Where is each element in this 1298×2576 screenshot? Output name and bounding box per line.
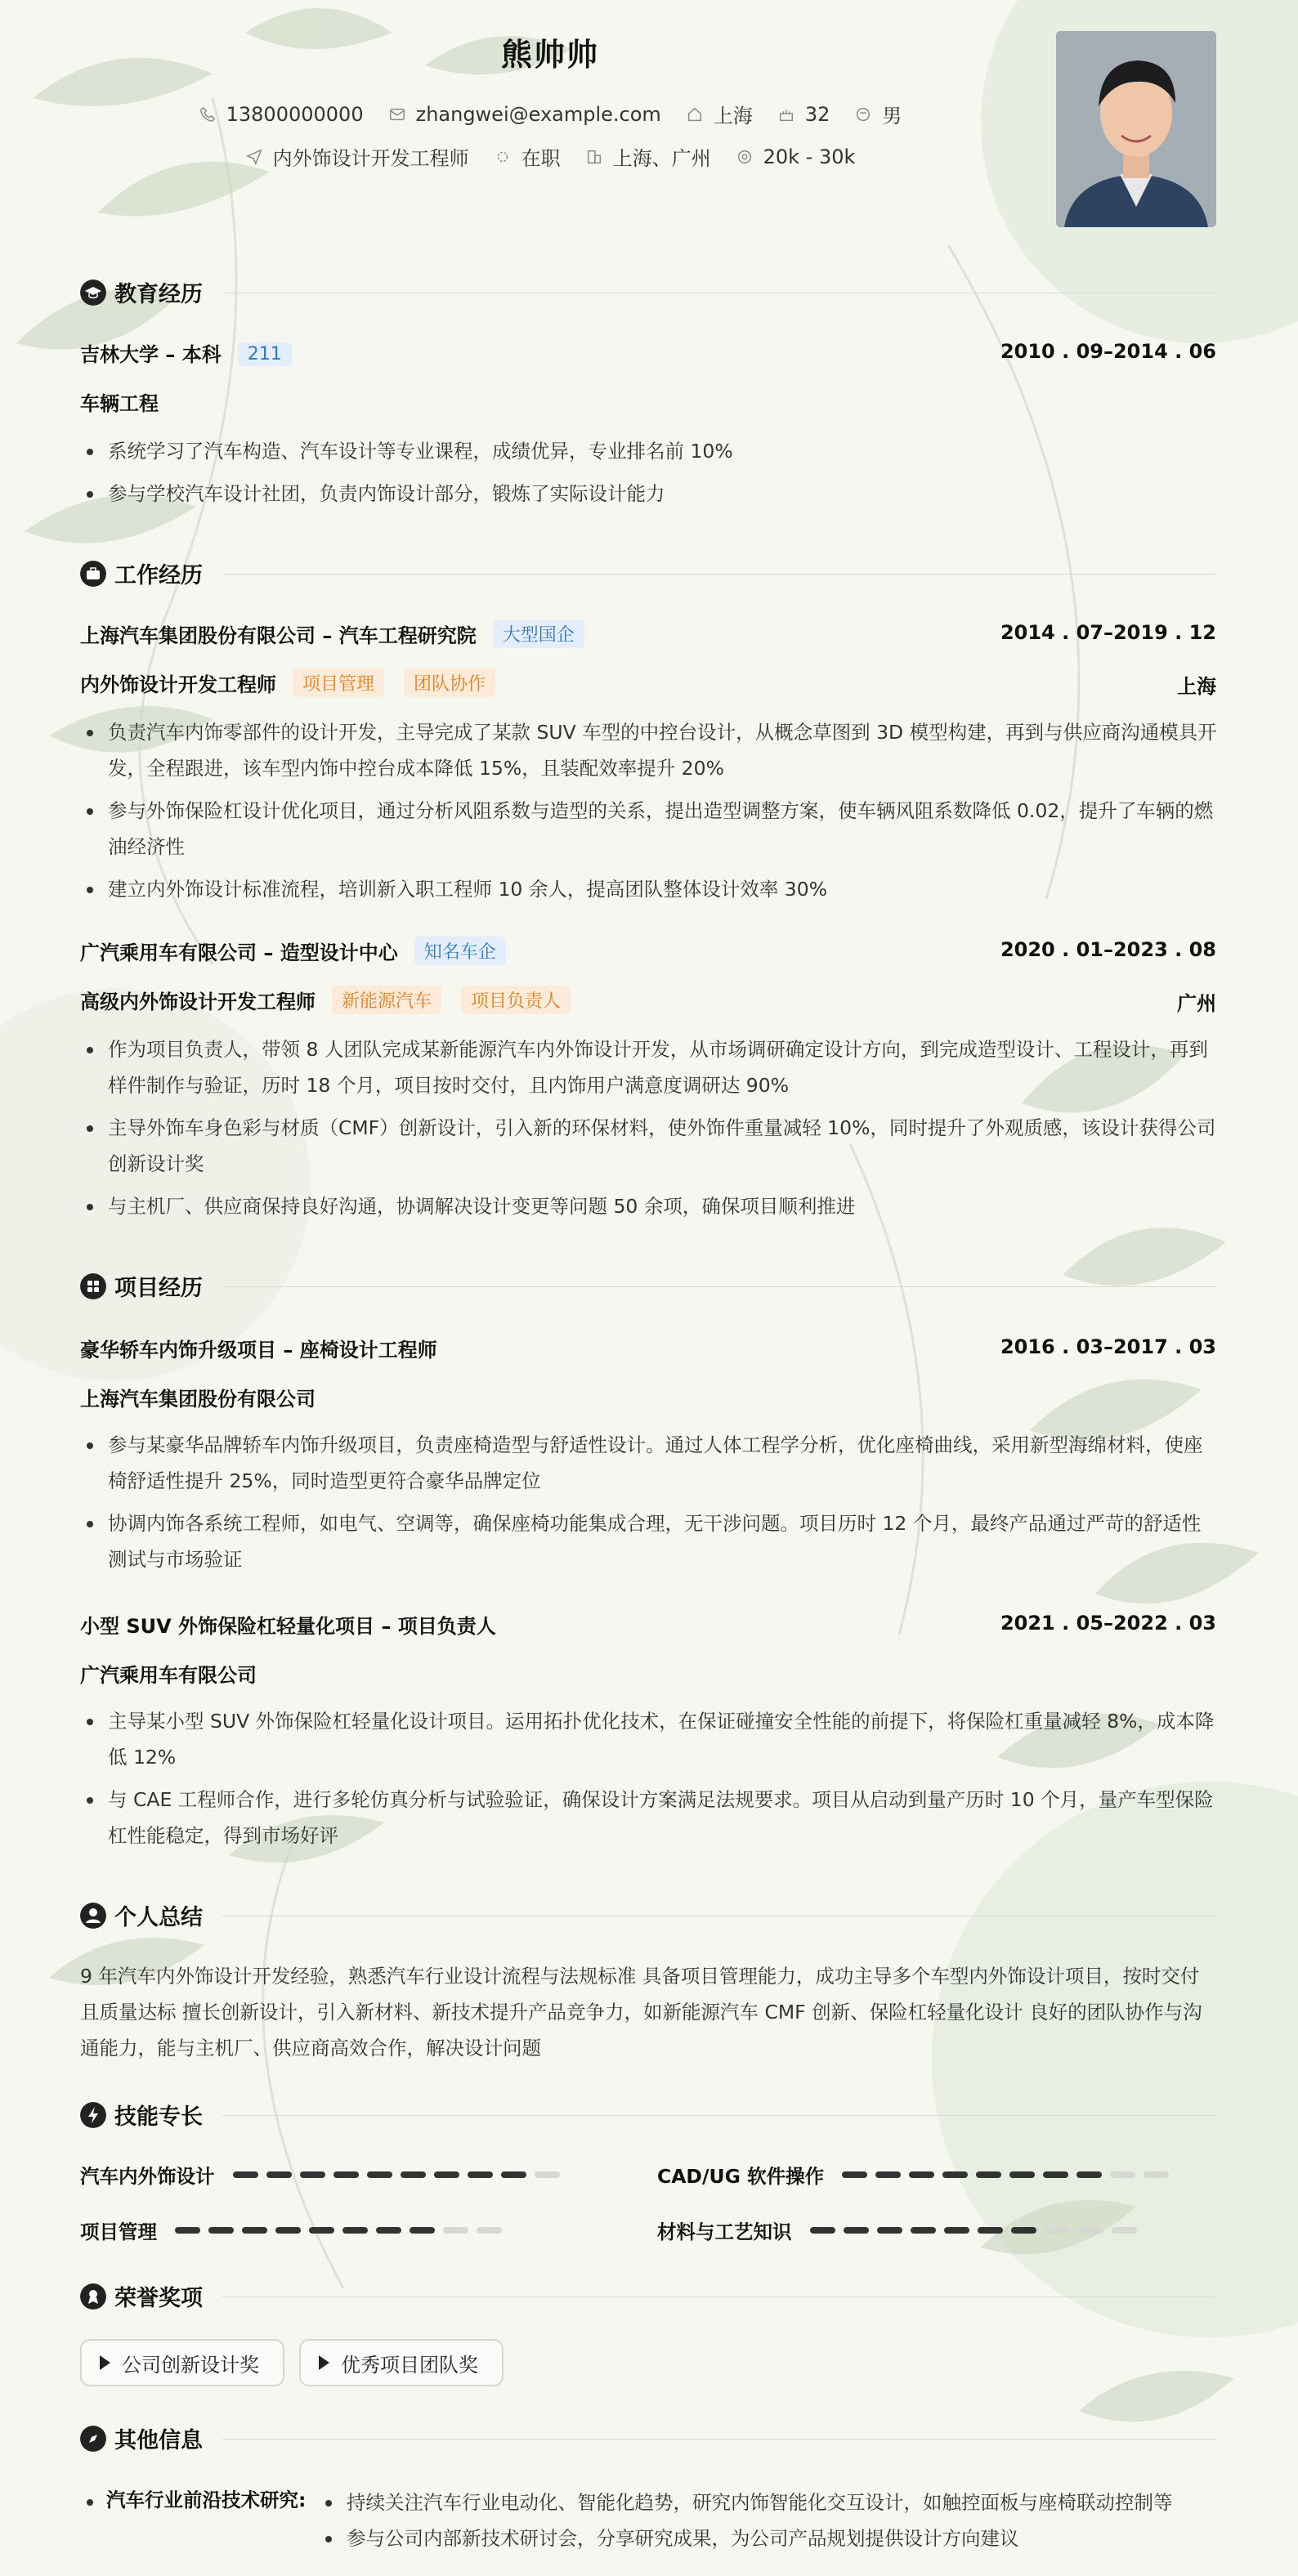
grid-icon [80, 1273, 106, 1299]
section-awards [80, 2279, 1216, 2311]
list-item: 作为项目负责人，带领 8 人团队完成某新能源汽车内外饰设计开发，从市场调研确定设计方向，到完成造型设计、工程设计，再到样件制作与验证，历时 18 个月，项目按时交付，且内饰用户满意度调研达 90% [80, 1031, 1218, 1103]
status-icon [494, 148, 512, 166]
skill-segment-empty [477, 2227, 502, 2234]
section-projects [80, 1268, 1216, 1301]
project-bullets [80, 1703, 1218, 1860]
skill-segment-filled [434, 2171, 459, 2178]
list-item: 负责汽车内饰零部件的设计开发，主导完成了某款 SUV 车型的中控台设计，从概念草图到 3D 模型构建，再到与供应商沟通模具开发，全程跟进，该车型内饰中控台成本降低 15%，且装配效率提升 20% [80, 714, 1218, 786]
skill-segment-filled [1009, 2171, 1035, 2178]
skill-name: 材料与工艺知识 [657, 2220, 792, 2243]
skill-segment-empty [1045, 2227, 1070, 2234]
section-title: 教育经历 [114, 282, 203, 307]
age-value: 32 [804, 102, 830, 126]
skill-segment-filled [342, 2227, 368, 2234]
skill-level-bar [233, 2171, 560, 2178]
job-value: 内外饰设计开发工程师 [272, 147, 469, 170]
skill-segment-filled [810, 2227, 835, 2234]
section-divider [222, 1286, 1216, 1287]
list-item: 与主机厂、供应商保持良好沟通，协调解决设计变更等问题 50 余项，确保项目顺利推进 [80, 1188, 1218, 1224]
project-date: 2021 . 05–2022 . 03 [1000, 1612, 1216, 1635]
award-label: 公司创新设计奖 [122, 2353, 259, 2377]
briefcase-icon [80, 561, 106, 587]
skill-segment-filled [333, 2171, 359, 2178]
play-icon [100, 2355, 110, 2370]
skill-segment-filled [842, 2171, 867, 2178]
section-title: 技能专长 [114, 2104, 203, 2130]
skill-segment-filled [300, 2171, 325, 2178]
skill-name: CAD/UG 软件操作 [657, 2165, 825, 2188]
gender-item [854, 100, 902, 128]
summary-text: 9 年汽车内外饰设计开发经验，熟悉汽车行业设计流程与法规标准 具备项目管理能力，成功主导多个车型内外饰设计项目，按时交付且质量达标 擅长创新设计，引入新材料、新技术提升产品竞争力，如新能源汽车 CMF 创新、保险杠轻量化设计 良好的团队协作与沟通能力，能与主机厂、供应商高效合作，解决设计问题 [80, 1965, 1202, 2059]
section-divider [222, 574, 1216, 575]
skill-segment-filled [376, 2227, 401, 2234]
company-tag: 知名车企 [414, 937, 506, 965]
skill-segment-filled [242, 2227, 267, 2234]
list-item: 主导某小型 SUV 外饰保险杠轻量化设计项目。运用拓扑优化技术，在保证碰撞安全性能的前提下，将保险杠重量减轻 8%，成本降低 12% [80, 1703, 1218, 1775]
education-date: 2010 . 09–2014 . 06 [1000, 340, 1216, 363]
skill-segment-empty [535, 2171, 560, 2178]
skill-segment-filled [309, 2227, 334, 2234]
list-item: 参与学校汽车设计社团，负责内饰设计部分，锻炼了实际设计能力 [80, 476, 1218, 512]
section-skills [80, 2097, 1216, 2130]
skill-segment-filled [1076, 2171, 1102, 2178]
list-item: 主导外饰车身色彩与材质（CMF）创新设计，引入新的环保材料，使外饰件重量减轻 10%，同时提升了外观质感，该设计获得公司创新设计奖 [80, 1110, 1218, 1182]
skill-segment-filled [942, 2171, 968, 2178]
skill-segment-filled [367, 2171, 392, 2178]
school-tag: 211 [238, 342, 292, 366]
award-label: 优秀项目团队奖 [341, 2353, 478, 2377]
send-icon [245, 148, 263, 166]
gender-value: 男 [882, 105, 902, 127]
section-title: 其他信息 [114, 2428, 203, 2453]
skill-segment-filled [1043, 2171, 1068, 2178]
school-name: 吉林大学 – 本科 [80, 343, 222, 366]
skill-segment-filled [410, 2227, 435, 2234]
company-tag: 大型国企 [493, 619, 584, 648]
list-item: 建立内外饰设计标准流程，培训新入职工程师 10 余人，提高团队整体设计效率 30% [80, 871, 1218, 907]
project-date: 2016 . 03–2017 . 03 [1000, 1335, 1216, 1358]
target-city-value: 上海、广州 [612, 147, 711, 170]
skill-segment-empty [1110, 2171, 1135, 2178]
lightning-icon [80, 2102, 106, 2128]
skill-segment-filled [233, 2171, 258, 2178]
other-bullets [319, 2484, 1218, 2556]
salary-item [736, 145, 856, 168]
section-divider [222, 2439, 1216, 2440]
project-name: 小型 SUV 外饰保险杠轻量化项目 – 项目负责人 [80, 1615, 496, 1638]
work-role [80, 669, 495, 697]
work-location: 广州 [1177, 992, 1216, 1015]
award-badge[interactable] [80, 2339, 284, 2386]
skill-segment-filled [266, 2171, 292, 2178]
gender-icon [854, 105, 872, 123]
list-item: 参与外饰保险杠设计优化项目，通过分析风阻系数与造型的关系，提出造型调整方案，使车辆风阻系数降低 0.02，提升了车辆的燃油经济性 [80, 793, 1218, 865]
skill-segment-filled [175, 2227, 200, 2234]
bullet-dot [87, 2499, 93, 2506]
compass-icon [80, 2426, 106, 2452]
skill-segment-filled [844, 2227, 869, 2234]
education-major: 车辆工程 [80, 392, 159, 415]
work-company [80, 937, 506, 965]
role-name: 内外饰设计开发工程师 [80, 673, 276, 696]
age-icon [777, 105, 795, 123]
skill-segment-filled [976, 2171, 1001, 2178]
company-name: 广汽乘用车有限公司 – 造型设计中心 [80, 941, 398, 964]
list-item: 系统学习了汽车构造、汽车设计等专业课程，成绩优异，专业排名前 10% [80, 433, 1218, 469]
section-work [80, 556, 1216, 588]
role-name: 高级内外饰设计开发工程师 [80, 991, 316, 1013]
contact-row [0, 100, 1100, 128]
skill-segment-empty [1112, 2227, 1137, 2234]
project-name: 豪华轿车内饰升级项目 – 座椅设计工程师 [80, 1339, 437, 1362]
skill-segment-filled [501, 2171, 526, 2178]
skill-segment-empty [443, 2227, 468, 2234]
home-icon [686, 105, 704, 123]
section-title: 个人总结 [114, 1905, 203, 1930]
user-icon [80, 1903, 106, 1929]
award-icon [80, 2283, 106, 2310]
work-role [80, 986, 571, 1014]
section-title: 荣誉奖项 [114, 2286, 203, 2311]
email-item [388, 103, 661, 126]
role-tag: 团队协作 [404, 669, 495, 697]
work-bullets [80, 714, 1218, 914]
status-value: 在职 [521, 147, 561, 170]
other-info [80, 2484, 1218, 2566]
skill-item [80, 2162, 560, 2187]
skill-segment-filled [877, 2227, 902, 2234]
skill-segment-filled [875, 2171, 901, 2178]
work-date: 2014 . 07–2019 . 12 [1000, 621, 1216, 644]
skill-segment-filled [208, 2227, 234, 2234]
role-tag: 新能源汽车 [332, 986, 441, 1014]
list-item: 协调内饰各系统工程师，如电气、空调等，确保座椅功能集成合理，无干涉问题。项目历时 12 个月，最终产品通过严苛的舒适性测试与市场验证 [80, 1505, 1218, 1577]
section-title: 项目经历 [114, 1276, 203, 1301]
phone-icon [199, 105, 217, 123]
work-bullets [80, 1031, 1218, 1231]
other-label: 汽车行业前沿技术研究: [106, 2489, 307, 2511]
skill-level-bar [842, 2171, 1169, 2178]
skill-name: 项目管理 [80, 2220, 157, 2243]
salary-value: 20k - 30k [763, 145, 856, 168]
skill-item [657, 2162, 1169, 2187]
education-bullets [80, 433, 1218, 518]
target-city-item [585, 142, 711, 171]
skill-level-bar [175, 2227, 502, 2234]
phone-value: 13800000000 [226, 102, 364, 126]
skill-segment-filled [911, 2227, 936, 2234]
work-date: 2020 . 01–2023 . 08 [1000, 938, 1216, 961]
section-other [80, 2421, 1216, 2453]
city-item [686, 100, 753, 128]
section-title: 工作经历 [114, 563, 203, 588]
work-company [80, 619, 584, 648]
status-item [494, 142, 561, 171]
skill-segment-filled [401, 2171, 426, 2178]
skill-segment-empty [1078, 2227, 1103, 2234]
skill-segment-filled [275, 2227, 301, 2234]
building-icon [585, 148, 603, 166]
section-summary [80, 1898, 1216, 1930]
email-value: zhangwei@example.com [415, 102, 661, 126]
skill-segment-filled [909, 2171, 934, 2178]
list-item: 参与某豪华品牌轿车内饰升级项目，负责座椅造型与舒适性设计。通过人体工程学分析，优化座椅曲线，采用新型海绵材料，使座椅舒适性提升 25%，同时造型更符合豪华品牌定位 [80, 1427, 1218, 1499]
project-org: 广汽乘用车有限公司 [80, 1664, 257, 1687]
phone-item [199, 103, 364, 126]
age-item [777, 103, 830, 126]
award-badge[interactable] [299, 2339, 504, 2386]
list-item: 持续关注汽车行业电动化、智能化趋势，研究内饰智能化交互设计，如触控面板与座椅联动控制等 [319, 2484, 1218, 2520]
skill-segment-filled [944, 2227, 969, 2234]
project-org: 上海汽车集团股份有限公司 [80, 1388, 316, 1411]
company-name: 上海汽车集团股份有限公司 – 汽车工程研究院 [80, 624, 477, 647]
profile-photo [1056, 31, 1216, 227]
money-icon [736, 148, 754, 166]
section-divider [222, 2296, 1216, 2297]
skill-item [80, 2218, 502, 2243]
education-school [80, 338, 292, 367]
skill-item [657, 2218, 1137, 2243]
list-item: 参与公司内部新技术研讨会，分享研究成果，为公司产品规划提供设计方向建议 [319, 2520, 1218, 2556]
graduation-cap-icon [80, 280, 106, 306]
skill-segment-filled [1011, 2227, 1036, 2234]
skill-segment-filled [978, 2227, 1003, 2234]
mail-icon [388, 105, 406, 123]
skill-segment-empty [1144, 2171, 1169, 2178]
play-icon [319, 2355, 329, 2370]
work-location: 上海 [1177, 675, 1216, 698]
skill-level-bar [810, 2227, 1137, 2234]
section-divider [222, 2115, 1216, 2116]
skill-name: 汽车内外饰设计 [80, 2165, 215, 2188]
section-education [80, 275, 1216, 307]
job-item [245, 142, 469, 171]
role-tag: 项目负责人 [461, 986, 571, 1014]
role-tag: 项目管理 [293, 669, 384, 697]
list-item: 与 CAE 工程师合作，进行多轮仿真分析与试验验证，确保设计方案满足法规要求。项目从启动到量产历时 10 个月，量产车型保险杠性能稳定，得到市场好评 [80, 1782, 1218, 1854]
candidate-name: 熊帅帅 [500, 37, 599, 73]
project-bullets [80, 1427, 1218, 1584]
city-value: 上海 [713, 105, 753, 127]
skill-segment-filled [468, 2171, 493, 2178]
job-row [0, 142, 1100, 171]
